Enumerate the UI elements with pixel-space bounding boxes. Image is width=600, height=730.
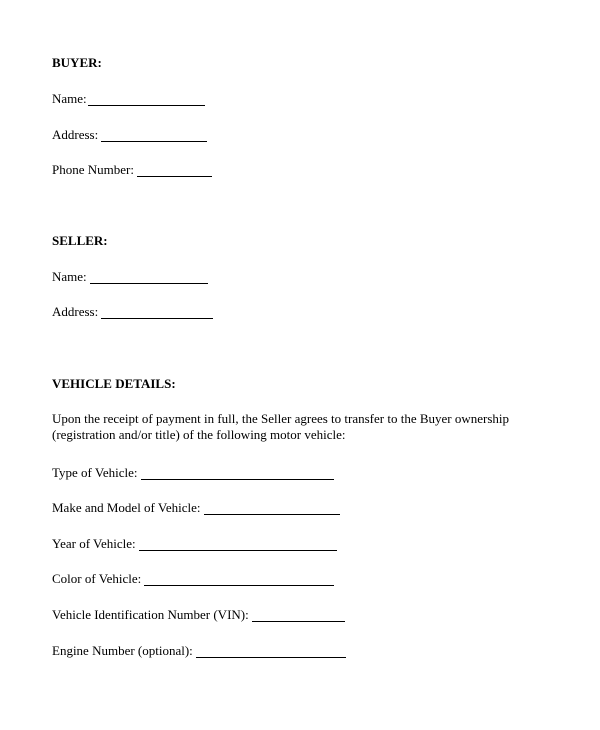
vehicle-color-label: Color of Vehicle: — [52, 571, 142, 586]
buyer-heading: BUYER: — [52, 55, 102, 70]
vehicle-make-model-blank[interactable] — [204, 502, 340, 515]
buyer-name-blank[interactable] — [88, 93, 205, 106]
buyer-phone-blank[interactable] — [137, 164, 212, 177]
vehicle-vin-blank[interactable] — [252, 609, 345, 622]
seller-address-label: Address: — [52, 304, 99, 319]
vehicle-make-model-field — [52, 500, 340, 516]
seller-address-field — [52, 304, 213, 320]
vehicle-vin-label: Vehicle Identification Number (VIN): — [52, 607, 249, 622]
seller-address-blank[interactable] — [101, 306, 213, 319]
vehicle-color-field — [52, 571, 334, 587]
buyer-name-field — [52, 91, 205, 107]
buyer-address-label: Address: — [52, 127, 99, 142]
buyer-address-blank[interactable] — [101, 129, 207, 142]
vehicle-details-heading: VEHICLE DETAILS: — [52, 376, 176, 391]
vehicle-engine-field — [52, 643, 346, 659]
vehicle-color-blank[interactable] — [144, 573, 334, 586]
vehicle-year-field — [52, 536, 337, 552]
buyer-name-label: Name: — [52, 91, 87, 106]
buyer-phone-label: Phone Number: — [52, 162, 134, 177]
seller-name-blank[interactable] — [90, 271, 208, 284]
buyer-address-field — [52, 127, 207, 143]
vehicle-year-blank[interactable] — [139, 538, 337, 551]
seller-name-field — [52, 269, 208, 285]
vehicle-type-blank[interactable] — [141, 467, 334, 480]
vehicle-engine-blank[interactable] — [196, 645, 346, 658]
vehicle-engine-label: Engine Number (optional): — [52, 643, 193, 658]
vehicle-make-model-label: Make and Model of Vehicle: — [52, 500, 201, 515]
buyer-phone-field — [52, 162, 212, 178]
vehicle-intro-paragraph: Upon the receipt of payment in full, the Seller agrees to transfer to the Buyer ownership (registration and/or title) of the following motor vehicle: — [52, 411, 510, 442]
vehicle-type-field — [52, 465, 334, 481]
vehicle-year-label: Year of Vehicle: — [52, 536, 136, 551]
vehicle-type-label: Type of Vehicle: — [52, 465, 138, 480]
seller-name-label: Name: — [52, 269, 87, 284]
seller-heading: SELLER: — [52, 233, 108, 248]
vehicle-vin-field — [52, 607, 345, 623]
